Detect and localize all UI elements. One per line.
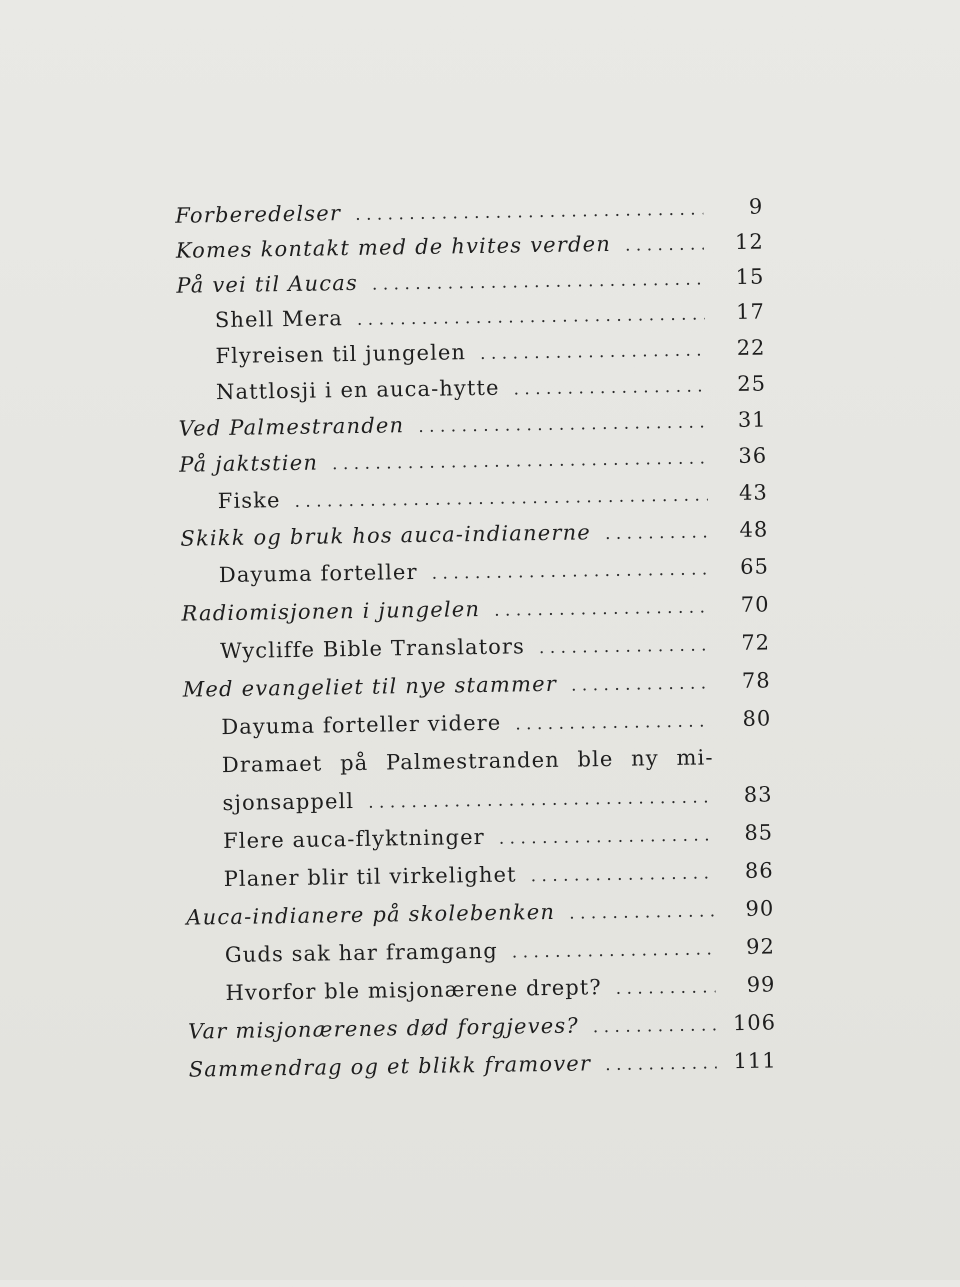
toc-entry [218, 479, 768, 516]
toc-entry [222, 781, 772, 818]
toc-entry-title: Wycliffe Bible Translators [219, 634, 526, 664]
toc-entry [220, 629, 770, 666]
toc-entry-page: 12 [734, 229, 764, 254]
toc-entry-page: 31 [737, 407, 767, 432]
toc-entry [180, 516, 768, 553]
toc-entry [183, 667, 771, 704]
toc-entry-page: 17 [735, 299, 766, 324]
toc-entry-page: 86 [744, 858, 774, 883]
dot-leader [530, 860, 713, 889]
dot-leader [513, 373, 706, 402]
toc-entry-title: Skikk og bruk hos auca-indianerne [180, 520, 592, 551]
toc-entry-title: Planer blir til virkelighet [223, 862, 517, 892]
toc-entry [179, 442, 767, 479]
toc-entry-page: 25 [737, 371, 767, 396]
toc-entry-title-wrapped: Dramaet på Palmestranden ble ny mi- [221, 745, 714, 778]
toc-entry-page: 72 [741, 630, 771, 655]
toc-entry-page: 36 [738, 443, 768, 468]
toc-entry [223, 819, 773, 856]
toc-entry-page: 106 [732, 1010, 777, 1036]
toc-entry-title: sjonsappell [222, 788, 355, 816]
toc-entry [215, 298, 765, 335]
toc-entry-page: 85 [744, 820, 774, 845]
dot-leader [355, 196, 703, 227]
toc-entry-page: 92 [745, 934, 776, 959]
toc-entry [188, 1009, 776, 1046]
toc-entry [219, 553, 769, 590]
toc-entry-title: Sammendrag og et blikk framover [188, 1051, 592, 1082]
toc-entry [216, 370, 766, 407]
toc-entry [176, 263, 764, 300]
toc-entry-title: Var misjonærenes død forgjeves? [187, 1013, 579, 1044]
dot-leader [539, 632, 711, 661]
toc-entry [224, 857, 774, 894]
toc-entry-title: Radiomisjonen i jungelen [181, 596, 481, 626]
dot-leader [616, 974, 716, 1002]
dot-leader [605, 519, 709, 547]
toc-entry [186, 895, 774, 932]
toc-entry-title: Forberedelser [175, 201, 342, 228]
toc-entry-title: På vei til Aucas [176, 270, 359, 298]
toc-entry-page: 9 [748, 194, 764, 219]
toc-entry-title: Hvorfor ble misjonærene drept? [225, 975, 602, 1006]
toc-entry-page: 99 [746, 972, 776, 997]
dot-leader [512, 936, 715, 965]
toc-entry-page: 83 [743, 782, 773, 807]
dot-leader [332, 445, 707, 477]
dot-leader [605, 1050, 717, 1078]
toc-entry-title: Med evangeliet til nye stammer [182, 671, 558, 702]
toc-entry [181, 591, 769, 628]
dot-leader [418, 409, 707, 440]
toc-entry-title: Ved Palmestranden [178, 413, 405, 441]
toc-entry-title: På jaktstien [179, 450, 319, 477]
dot-leader [480, 337, 706, 367]
toc-entry-page: 65 [739, 554, 770, 579]
dot-leader [625, 231, 704, 258]
toc-entry-title: Flyreisen til jungelen [215, 340, 467, 369]
toc-entry-title: Fiske [217, 488, 281, 514]
toc-entry [215, 334, 765, 371]
dot-leader [368, 784, 713, 815]
dot-leader [494, 594, 710, 623]
toc-entry-title: Flere auca-flyktninger [222, 824, 485, 854]
dot-leader [431, 556, 709, 586]
toc-entry [189, 1047, 777, 1084]
toc-entry-title: Dayuma forteller [218, 559, 418, 588]
toc-entry-page: 111 [733, 1048, 777, 1074]
toc-entry-page: 80 [742, 706, 772, 731]
dot-leader [357, 301, 705, 332]
toc-entry-title: Nattlosji i en auca-hytte [215, 375, 500, 405]
dot-leader [294, 482, 708, 514]
toc-entry [176, 228, 764, 265]
dot-leader [571, 670, 711, 698]
toc-entry [225, 933, 775, 970]
toc-entry-title: Auca-indianere på skolebenken [186, 899, 556, 930]
toc-entry-page: 78 [741, 668, 771, 693]
toc-entry [178, 406, 766, 443]
toc-entry-title: Komes kontakt med de hvites verden [175, 231, 612, 263]
dot-leader [499, 822, 714, 851]
toc-entry [175, 193, 763, 230]
toc-entry-page: 48 [739, 517, 769, 542]
toc-entry-page: 90 [745, 896, 775, 921]
toc-entry [225, 971, 775, 1008]
toc-entry-page: 70 [740, 592, 770, 617]
toc-entry [221, 705, 771, 742]
toc-entry-page: 15 [735, 264, 765, 289]
dot-leader [593, 1012, 717, 1040]
toc-entry-title: Guds sak har framgang [224, 938, 499, 968]
dot-leader [515, 708, 711, 737]
toc-entry-title: Shell Mera [214, 306, 344, 333]
dot-leader [372, 266, 705, 297]
toc-entry-title: Dayuma forteller videre [221, 710, 502, 740]
dot-leader [569, 898, 714, 926]
toc-entry-page: 22 [736, 335, 766, 360]
toc-entry-page: 43 [738, 480, 768, 505]
